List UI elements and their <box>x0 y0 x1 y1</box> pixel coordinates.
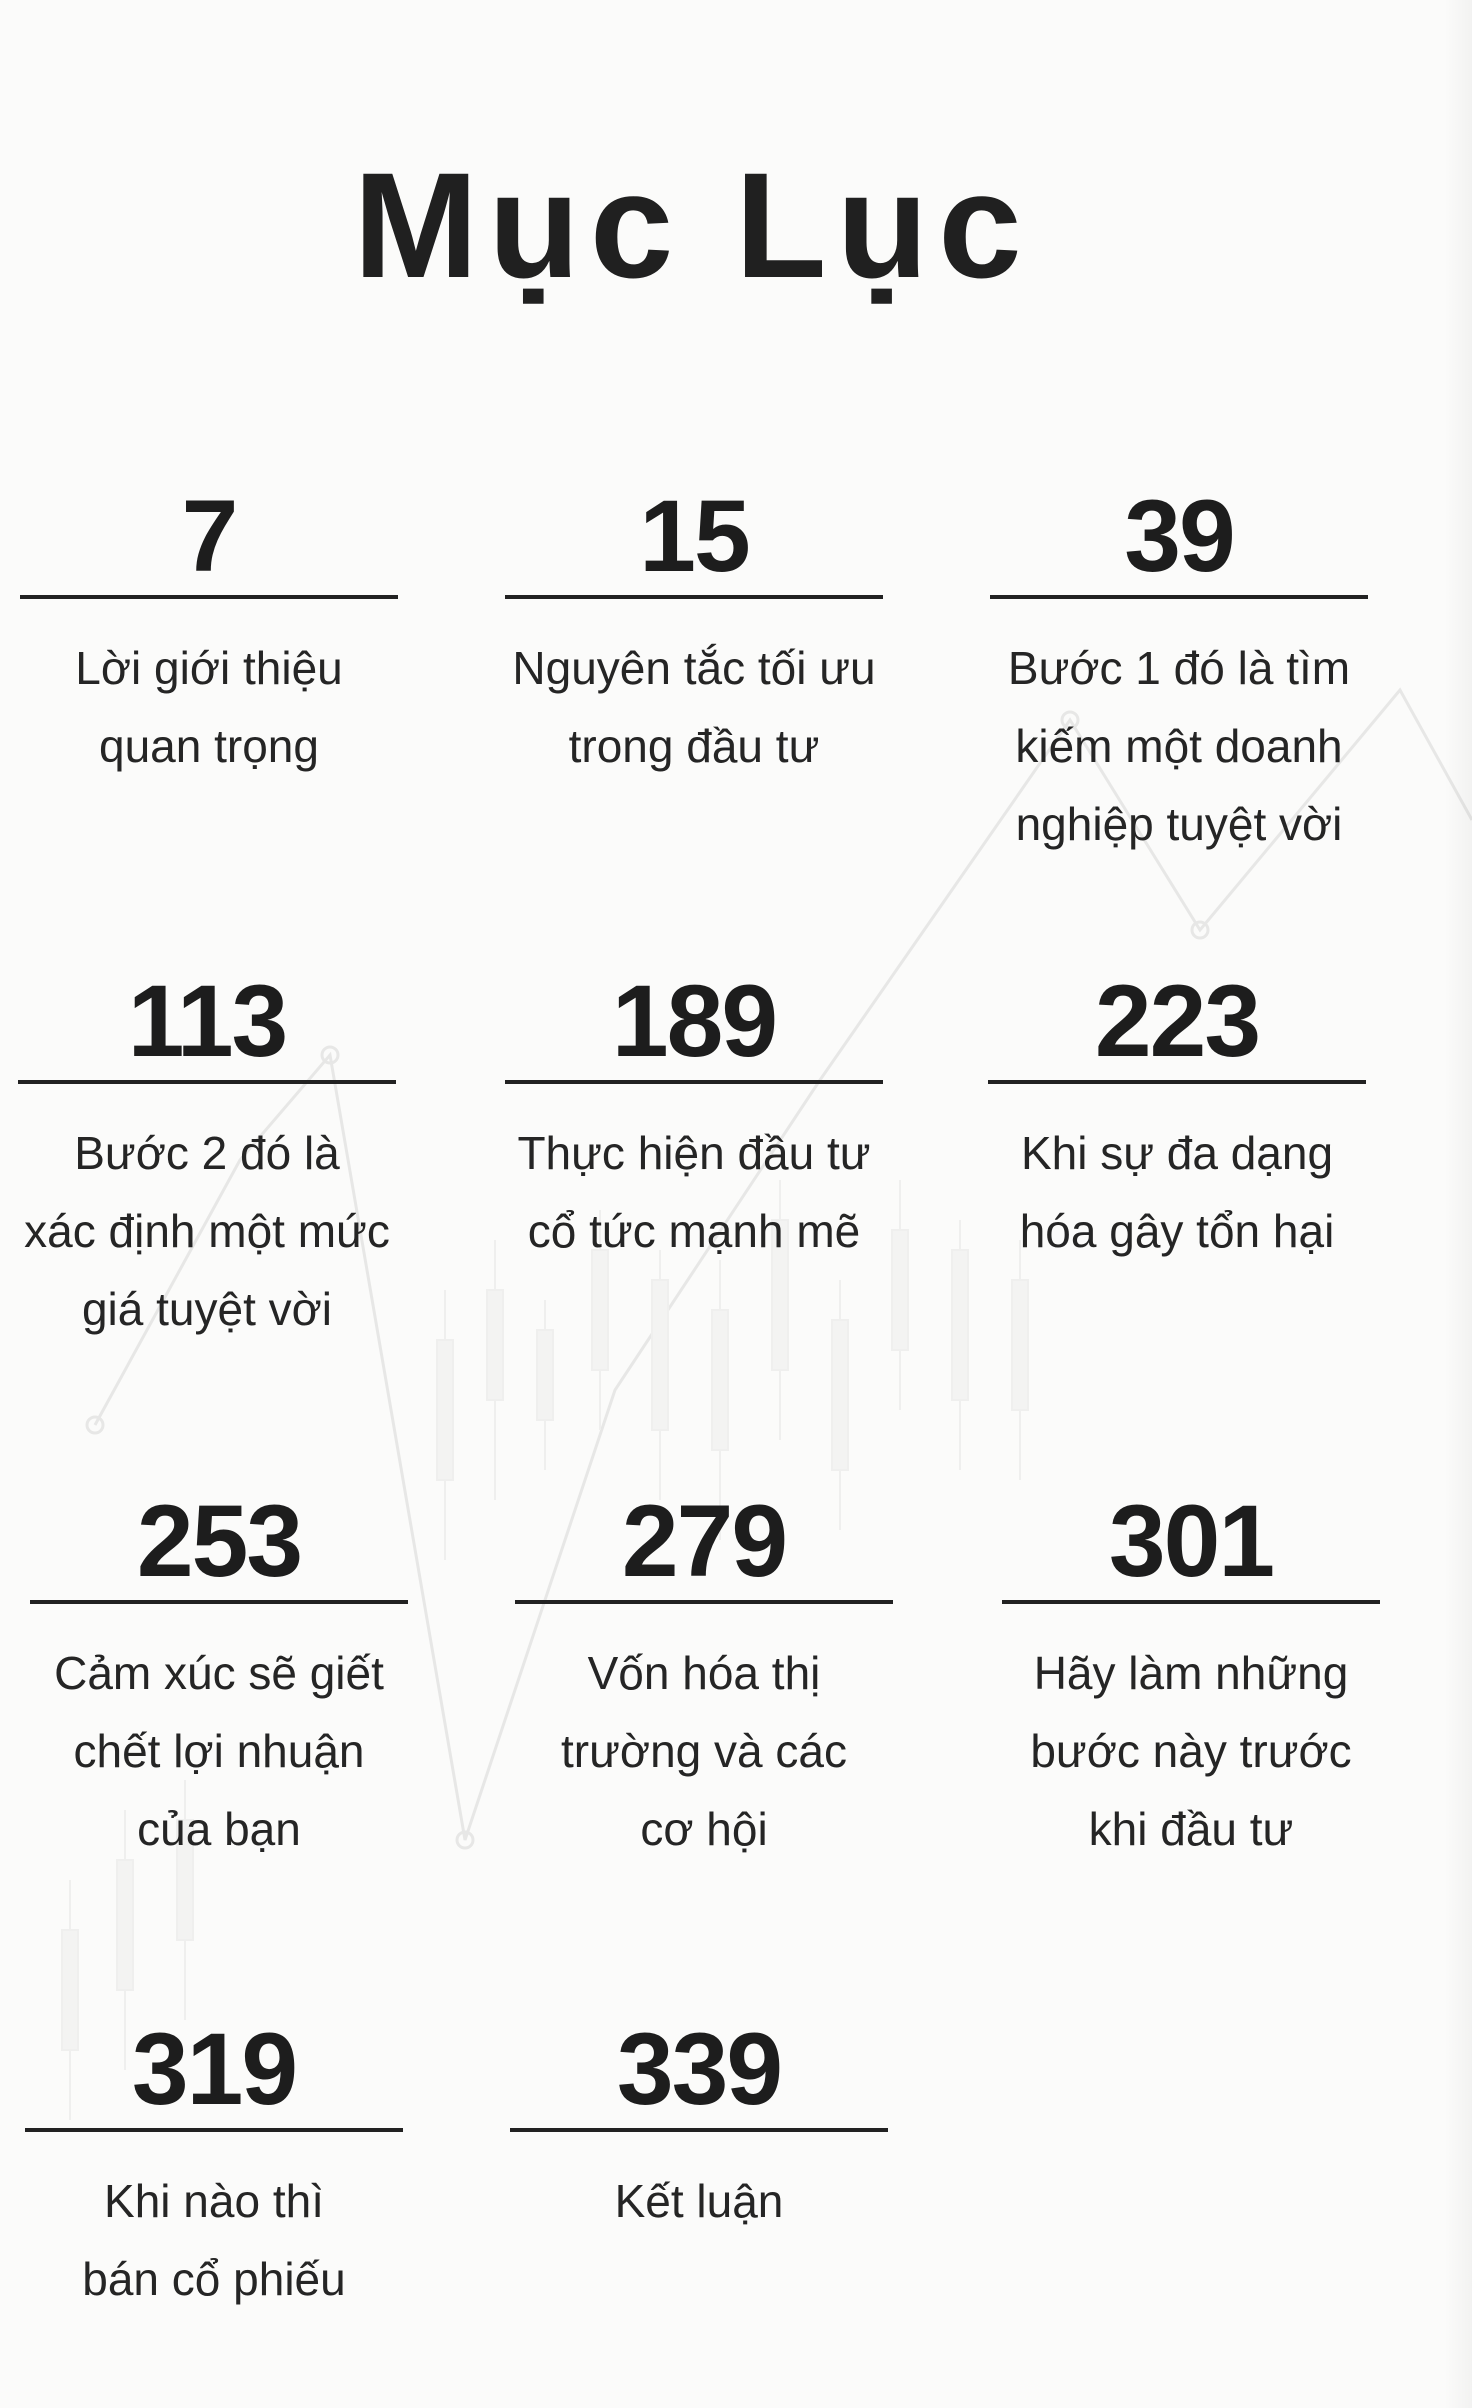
toc-entry-8 <box>515 1484 893 1868</box>
toc-chapter-title: Cảm xúc sẽ giết chết lợi nhuận của bạn <box>54 1647 384 1855</box>
toc-entry-9 <box>1002 1484 1380 1868</box>
toc-chapter-title: Vốn hóa thị trường và các cơ hội <box>561 1647 847 1855</box>
toc-page-number: 189 <box>505 970 883 1084</box>
toc-page-number: 223 <box>988 970 1366 1084</box>
toc-entry-6 <box>988 964 1366 1270</box>
toc-chapter-title: Khi sự đa dạng hóa gây tổn hại <box>1019 1127 1335 1257</box>
toc-page-number: 7 <box>20 485 398 599</box>
toc-chapter-title: Thực hiện đầu tư cổ tức mạnh mẽ <box>517 1127 871 1257</box>
toc-chapter-title: Kết luận <box>614 2175 784 2227</box>
toc-chapter-title: Bước 1 đó là tìm kiếm một doanh nghiệp tuyệt vời <box>1007 642 1351 850</box>
table-of-contents-title: Mục Lục <box>353 141 1032 309</box>
toc-page-number: 113 <box>18 970 396 1084</box>
toc-chapter-title: Khi nào thì bán cổ phiếu <box>82 2175 346 2305</box>
toc-entry-7 <box>30 1484 408 1868</box>
toc-chapter-title: Lời giới thiệu quan trọng <box>75 642 343 772</box>
toc-page-number: 301 <box>1002 1490 1380 1604</box>
toc-entry-1 <box>20 479 398 785</box>
toc-page-number: 39 <box>990 485 1368 599</box>
toc-entry-4 <box>18 964 396 1348</box>
toc-page-number: 15 <box>505 485 883 599</box>
toc-entry-5 <box>505 964 883 1270</box>
toc-page-number: 339 <box>510 2018 888 2132</box>
toc-entry-10 <box>25 2012 403 2318</box>
toc-page-number: 319 <box>25 2018 403 2132</box>
toc-entry-2 <box>505 479 883 785</box>
toc-entry-3 <box>990 479 1368 863</box>
page-edge-shadow <box>1444 0 1472 2408</box>
toc-page-number: 279 <box>515 1490 893 1604</box>
toc-chapter-title: Hãy làm những bước này trước khi đầu tư <box>1030 1647 1352 1855</box>
toc-entry-11 <box>510 2012 888 2240</box>
toc-chapter-title: Bước 2 đó là xác định một mức giá tuyệt vời <box>24 1127 390 1335</box>
toc-chapter-title: Nguyên tắc tối ưu trong đầu tư <box>512 642 876 772</box>
toc-page-number: 253 <box>30 1490 408 1604</box>
